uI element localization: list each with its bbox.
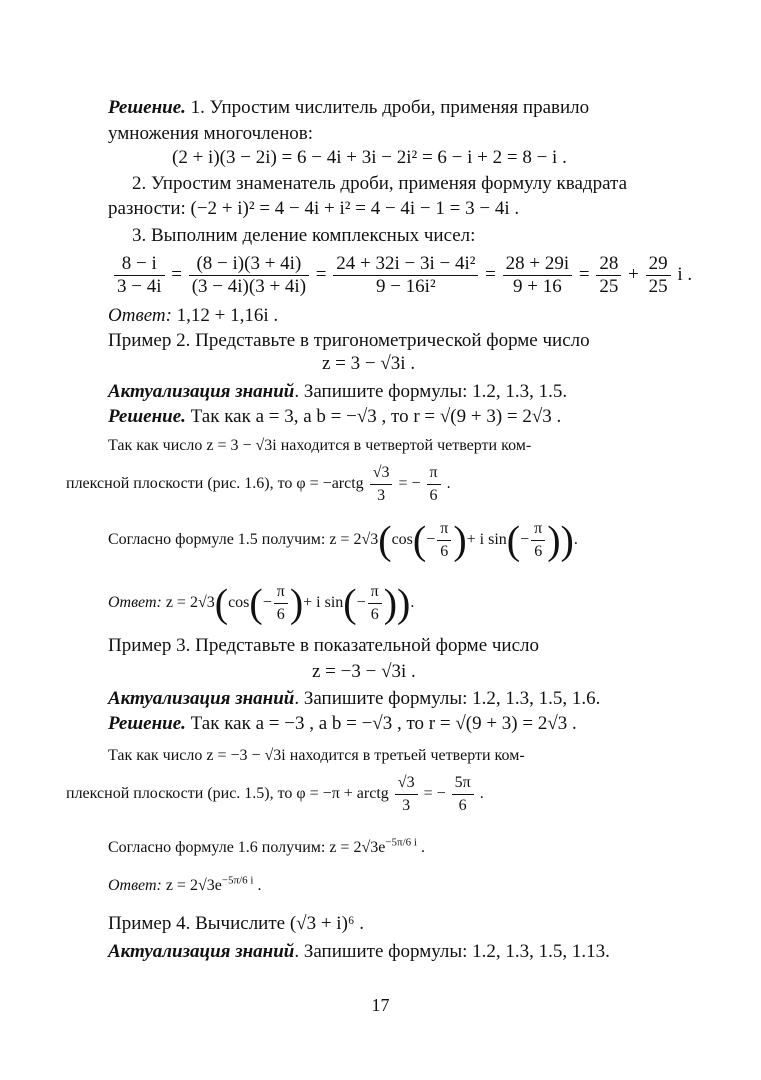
line-phi-2: плексной плоскости (рис. 1.6), то φ = −arctg $\frac{√3}{3}$ = − $\frac{\pi}{6}$ . bbox=[66, 464, 451, 504]
line-knowledge-4: Актуализация знаний. Запишите формулы: 1.2, 1.3, 1.5, 1.13. bbox=[108, 941, 610, 962]
line-quadrant-3: Так как число z = −3 − √3i находится в третьей четверти ком- bbox=[108, 747, 525, 764]
line-formula-1-5: Согласно формуле 1.5 получим: z = 2√3(cos(− $\frac{\pi}{6}$ )+ i sin(− $\frac{\pi}{6}$ )). bbox=[108, 517, 578, 563]
line-2: умножения многочленов: bbox=[108, 123, 314, 144]
formula-numerator: (2 + i)(3 − 2i) = 6 − 4i + 3i − 2i² = 6 − i + 2 = 8 − i . bbox=[172, 147, 567, 168]
line-4: 2. Упростим знаменатель дроби, применяя формулу квадрата bbox=[132, 173, 628, 194]
line-quadrant-4: Так как число z = 3 − √3i находится в четвертой четверти ком- bbox=[108, 437, 532, 454]
example-2-heading: Пример 2. Представьте в тригонометрической форме число bbox=[108, 330, 590, 351]
line-5: разности: (−2 + i)² = 4 − 4i + i² = 4 − 4i − 1 = 3 − 4i . bbox=[108, 198, 520, 219]
line-answer-3: Ответ: $z = 2√3e^{-5\pi/6 i}$ . bbox=[108, 874, 262, 894]
page-number: 17 bbox=[371, 995, 390, 1015]
line-phi-3: плексной плоскости (рис. 1.5), то φ = −π + arctg $\frac{√3}{3}$ = − $\frac{5\pi}{6}$ . bbox=[66, 774, 484, 814]
line-solution-2: Решение. Так как a = 3, a b = −√3 , то r = √(9 + 3) = 2√3 . bbox=[108, 406, 562, 427]
line-6: 3. Выполним деление комплексных чисел: bbox=[132, 225, 476, 246]
formula-division: $\frac{8 - i}{3 - 4i}$ = $\frac{(8 - i)(3 + 4i)}{(3 - 4i)(3 + 4i)}$ = $\frac{\text{24 + 32i − 3i − 4i²}}{\text{9 − 16i²}}$ = $\frac{28 + 29i}{9 + 16}$ = $\frac{28}{25}$ + $\frac{29}{25}$ i . bbox=[112, 250, 692, 300]
line-solution-1: Решение. 1. Упростим числитель дроби, применяя правило bbox=[108, 97, 590, 118]
line-answer-1: Ответ: 1,12 + 1,16i . bbox=[108, 305, 279, 326]
line-answer-2: Ответ: z = 2√3(cos(− $\frac{\pi}{6}$ )+ i sin(− $\frac{\pi}{6}$ )). bbox=[108, 580, 415, 626]
formula-denominator: (−2 + i)² = 4 − 4i + i² = 4 − 4i − 1 = 3 − 4i . bbox=[190, 198, 520, 219]
line-knowledge-2: Актуализация знаний. Запишите формулы: 1.2, 1.3, 1.5. bbox=[108, 381, 568, 402]
line-formula-1-6: Согласно формуле 1.6 получим: $z = 2√3e^{-5\pi/6 i}$ . bbox=[108, 836, 425, 856]
example-3-heading: Пример 3. Представьте в показательной форме число bbox=[108, 635, 540, 656]
line-solution-3: Решение. Так как a = −3 , a b = −√3 , то r = √(9 + 3) = 2√3 . bbox=[108, 713, 577, 734]
example-4-heading: Пример 4. Вычислите (√3 + i)⁶ . bbox=[108, 913, 365, 934]
formula-example-3: z = −3 − √3i . bbox=[312, 661, 416, 682]
line-knowledge-3: Актуализация знаний. Запишите формулы: 1.2, 1.3, 1.5, 1.6. bbox=[108, 688, 601, 709]
formula-example-2: z = 3 − √3i . bbox=[322, 353, 416, 374]
